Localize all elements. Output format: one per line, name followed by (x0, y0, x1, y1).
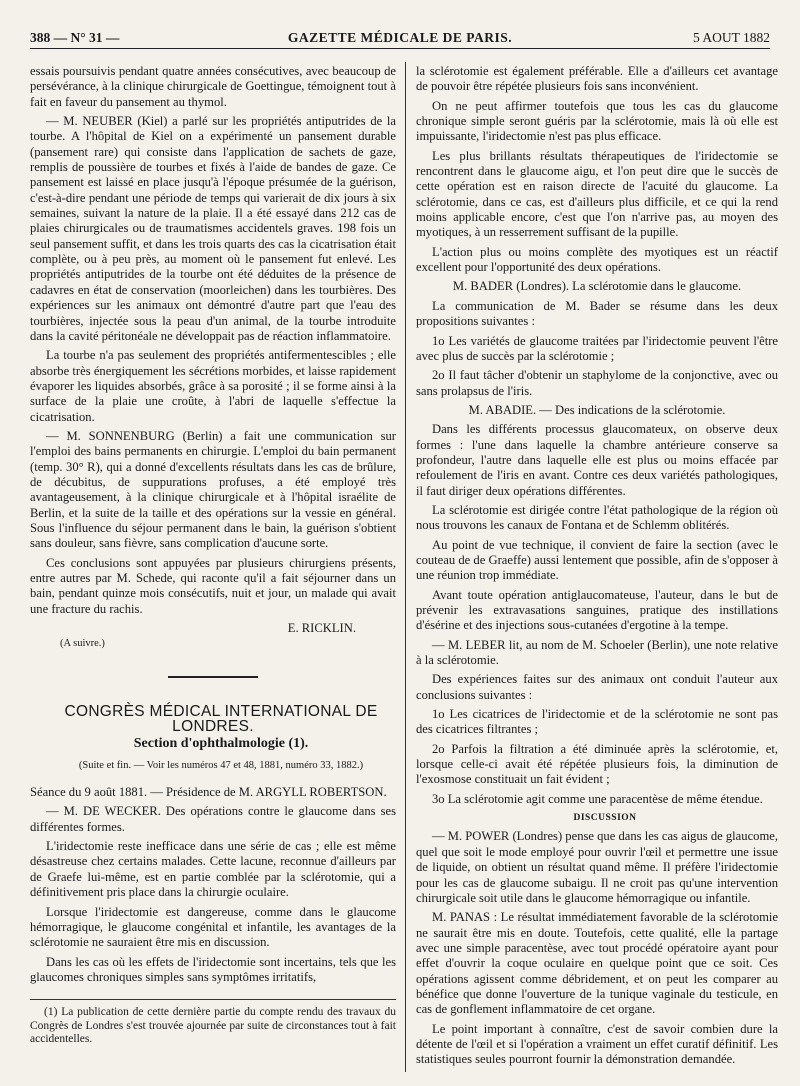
paragraph: — M. SONNENBURG (Berlin) a fait une communication sur l'emploi des bains permanents en chirurgie. L'emploi du bain permanent (temp. 30° R), qui a donné d'excellents résultats dans les cas de brûlure, de décubitus, de suppurations profuses, a été employé très avantageusement, à la clinique chirurgicale et à l'hôpital israélite de Berlin, et la suite de la taille et des opérations sur la vessie en général. Sous l'influence du séjour permanent dans le bain, la guérison s'obtient sans douleur, sans fièvre, sans complication d'aucune sorte. (30, 428, 396, 551)
paragraph: Au point de vue technique, il convient de faire la section (avec le couteau de de Graeffe) aussi lentement que possible, afin de s'opposer à une réunion trop immédiate. (416, 537, 778, 583)
paragraph: — M. DE WECKER. Des opérations contre le glaucome dans ses différentes formes. (30, 804, 396, 834)
continuation-note: (Suite et fin. — Voir les numéros 47 et 48, 1881, numéro 33, 1882.) (78, 759, 364, 771)
paragraph: Le point important à connaître, c'est de savoir combien dure la détente de l'œil et si l'opération a vraiment un effet curatif définitif. Les statistiques seules pourront fournir la démonstration demandée. (416, 1021, 778, 1067)
issue-date: 5 AOUT 1882 (692, 30, 770, 45)
paragraph: la sclérotomie est également préférable. Elle a d'ailleurs cet avantage de pouvoir être répétée plusieurs fois sans inconvénient. (416, 64, 778, 94)
session-line: Séance du 9 août 1881. — Présidence de M. ARGYLL ROBERTSON. (30, 785, 387, 800)
paragraph: — M. LEBER lit, au nom de M. Schoeler (Berlin), une note relative à la sclérotomie. (416, 637, 778, 668)
subheading: M. ABADIE. — Des indications de la sclérotomie. (468, 402, 726, 417)
paragraph: La communication de M. Bader se résume dans les deux propositions suivantes : (416, 298, 778, 329)
to-be-continued: (A suivre.) (60, 638, 105, 650)
right-column (416, 64, 778, 1072)
list-item: 1o Les variétés de glaucome traitées par l'iridectomie peuvent l'être avec plus de succès par la sclérotomie ; (416, 333, 778, 363)
left-column (30, 64, 396, 1072)
paragraph: L'action plus ou moins complète des myotiques est un réactif excellent pour l'opportunité des deux opérations. (416, 244, 778, 275)
paragraph: Ces conclusions sont appuyées par plusieurs chirurgiens présents, entre autres par M. Schede, qui raconte qu'il a fait séjourner dans un bain, pendant quinze mois consécutifs, nuit et jour, un malade qui avait une fracture du rachis. (30, 555, 396, 616)
paragraph: Lorsque l'iridectomie est dangereuse, comme dans le glaucome hémorragique, le glaucome congénital et infantile, les avantages de la sclérotomie ne sauraient être mis en discussion. (30, 904, 396, 950)
paragraph: On ne peut affirmer toutefois que tous les cas du glaucome chronique simple seront guéris par la sclérotomie, mais là où elle est impuissante, l'iridectomie n'est pas plus efficace. (416, 98, 778, 144)
subheading: M. BADER (Londres). La sclérotomie dans le glaucome. (452, 279, 742, 294)
footnote-rule (30, 999, 396, 1000)
discussion-heading: DISCUSSION (573, 813, 637, 824)
paragraph: essais poursuivis pendant quatre années consécutives, avec beaucoup de persévérance, à la clinique chirurgicale de Goettingue, témoignent tout à fait en faveur du pansement au thymol. (30, 64, 396, 109)
congress-title: CONGRÈS MÉDICAL INTERNATIONAL DE LONDRES. (64, 702, 378, 736)
paragraph: Dans les différents processus glaucomateux, on observe deux formes : l'une dans laquelle la chambre antérieure conserve sa profondeur, l'autre dans laquelle elle est plus ou moins effacée par refoulement de l'iris en avant. Contre ces deux variétés pathologiques, il faut diriger deux opérations différentes. (416, 422, 778, 498)
list-item: 1o Les cicatrices de l'iridectomie et de la sclérotomie ne sont pas des cicatrices filtrantes ; (416, 707, 778, 737)
paragraph: — M. NEUBER (Kiel) a parlé sur les propriétés antiputrides de la tourbe. A l'hôpital de Kiel on a expérimenté un pansement durable (pansement rare) qui consiste dans l'application de sachets de gaze, remplis de poussière de tourbes et fixés à l'aide de bandes de gaze. Ce pansement est laissé en place jusqu'à l'époque présumée de la guérison, c'est-à-dire pendant une période de temps qui varierait de dix jours à six semaines, suivant la nature de la plaie. Il a été essayé dans 212 cas de plaies chirurgicales ou de traumatismes accidentels graves. 198 fois un seul pansement suffit, et dans les trois quarts des cas la cicatrisation était complète, ou à peu près, au moment où le pansement fut enlevé. Les propriétés antiputrides de la tourbe ont été déduites de la présence de cadavres en état de conservation (moorleichen) dans les tourbières. Des expériences sur les animaux ont démontré d'autre part que l'eau des tourbières, injectée sous la peau d'un animal, de la tourbe introduite dans la cavité péritonéale ne développait pas de réaction inflammatoire. (30, 114, 396, 343)
footnote: (1) La publication de cette dernière partie du compte rendu des travaux du Congrès de Londres s'est trouvée ajournée par suite de circonstances tout à fait accidentelles. (30, 1006, 396, 1046)
paragraph: Les plus brillants résultats thérapeutiques de l'iridectomie se rencontrent dans le glaucome aigu, et l'on peut dire que le succès de cette opération est en raison directe de l'acuité du glaucome. La sclérotomie, dans ce cas, est d'ailleurs plus difficile, et ce qui la rend moins applicable encore, c'est que l'on n'arrive pas, au moyen des myotiques, à un resserrement suffisant de la pupille. (416, 148, 778, 240)
page-number: 388 — N° 31 — (30, 30, 120, 45)
journal-title: GAZETTE MÉDICALE DE PARIS. (287, 30, 513, 45)
paragraph: L'iridectomie reste inefficace dans une série de cas ; elle est même désastreuse chez certains malades. Cette lacune, reconnue d'ailleurs par de Graefe lui-même, est en partie comblée par la sclérotomie, qui a définitivement pris place dans la chirurgie oculaire. (30, 839, 396, 900)
page-header (30, 28, 770, 49)
list-item: 2o Il faut tâcher d'obtenir un staphylome de la conjonctive, avec ou sans prolapsus de l'iris. (416, 368, 778, 398)
paragraph: Dans les cas où les effets de l'iridectomie sont incertains, tels que les glaucomes chroniques simples sans symptômes irritatifs, (30, 954, 396, 984)
column-divider (405, 62, 406, 1072)
signature: E. RICKLIN. (287, 621, 356, 636)
paragraph: M. PANAS : Le résultat immédiatement favorable de la sclérotomie ne saurait être mis en doute. Toutefois, cette qualité, elle la partage avec une simple paracentèse, avec tout procédé opératoire ayant pour effet d'ouvrir la coque oculaire en quelque point que ce soit. Ces opérations agissent comme débridement, et on peut les comparer au bénéfice que donne l'ouverture de la tunique vaginale du testicule, en cas de gonflement inflammatoire de cet organe. (416, 910, 778, 1017)
section-title: Section d'ophthalmologie (1). (133, 736, 309, 752)
list-item: 3o La sclérotomie agit comme une paracentèse de même étendue. (432, 791, 763, 806)
paragraph: La sclérotomie est dirigée contre l'état pathologique de la région où nous trouvons les canaux de Fontana et de Schlemm oblitérés. (416, 502, 778, 533)
section-separator (168, 676, 258, 678)
list-item: 2o Parfois la filtration a été diminuée après la sclérotomie, et, lorsque celle-ci avait été répétée plusieurs fois, la diminution de l'exosmose constituait un fait évident ; (416, 741, 778, 787)
paragraph: La tourbe n'a pas seulement des propriétés antifermentescibles ; elle absorbe très énergiquement les sécrétions morbides, et laisse rapidement évaporer les liquides absorbés, grâce à sa porosité ; il se forme ainsi à la surface de la plaie une croûte, à l'abri de laquelle s'effectue la cicatrisation. (30, 348, 396, 424)
paragraph: Avant toute opération antiglaucomateuse, l'auteur, dans le but de prévenir les extravasations sanguines, pratique des instillations d'ésérine et des injections sous-cutanées d'ergotine à la tempe. (416, 587, 778, 633)
paragraph: — M. POWER (Londres) pense que dans les cas aigus de glaucome, quel que soit le mode employé pour ouvrir l'œil et permettre une issue de liquide, on obtient un résultat quand même. Il préfère l'iridectomie pour les cas de glaucome subaigu. Il ne croit pas qu'une intervention chirurgicale soit utile dans le glaucome hémorragique ou infantile. (416, 829, 778, 905)
paragraph: Des expériences faites sur des animaux ont conduit l'auteur aux conclusions suivantes : (416, 672, 778, 702)
